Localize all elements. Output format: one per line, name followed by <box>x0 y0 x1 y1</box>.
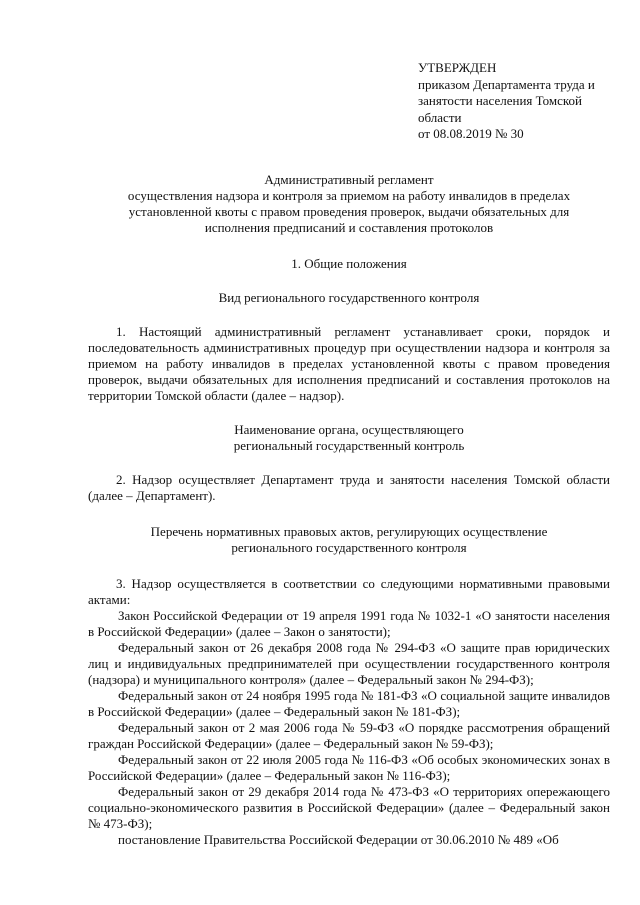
section-heading: 1. Общие положения <box>291 256 407 271</box>
approval-title: УТВЕРЖДЕН <box>418 60 497 75</box>
paragraph-3: 3. Надзор осуществляется в соответствии со следующими нормативными правовыми актами: <box>88 576 610 607</box>
legal-act-item: Федеральный закон от 2 мая 2006 года № 59-ФЗ «О порядке рассмотрения обращений граждан Российской Федерации» (далее – Федеральный закон № 59-ФЗ); <box>88 720 610 751</box>
legal-act-item: Федеральный закон от 24 ноября 1995 года № 181-ФЗ «О социальной защите инвалидов в Российской Федерации» (далее – Федеральный закон № 181-ФЗ); <box>88 688 610 719</box>
paragraph-2: 2. Надзор осуществляет Департамент труда и занятости населения Томской области (далее – Департамент). <box>88 472 610 503</box>
acts-heading-line: регионального государственного контроля <box>231 540 467 555</box>
approval-line: области <box>418 109 462 125</box>
document-body <box>88 172 610 848</box>
regulation-title: Административный регламент <box>264 172 434 187</box>
legal-act-item: Федеральный закон от 22 июля 2005 года № 116-ФЗ «Об особых экономических зонах в Российской Федерации» (далее – Федеральный закон № 116-ФЗ); <box>88 752 610 783</box>
legal-act-item: Закон Российской Федерации от 19 апреля 1991 года № 1032-1 «О занятости населения в Российской Федерации» (далее – Закон о занятости); <box>88 608 610 639</box>
approval-date-number: от 08.08.2019 № 30 <box>418 126 524 141</box>
approval-line: приказом Департамента труда и <box>418 76 595 92</box>
regulation-subtitle-line: осуществления надзора и контроля за приемом на работу инвалидов в пределах <box>127 188 571 203</box>
acts-heading-line: Перечень нормативных правовых актов, регулирующих осуществление <box>150 524 548 539</box>
org-heading-line: Наименование органа, осуществляющего <box>234 422 464 437</box>
approval-stamp <box>418 60 628 143</box>
legal-act-item: Федеральный закон от 26 декабря 2008 года № 294-ФЗ «О защите прав юридических лиц и индивидуальных предпринимателей при осуществлении государственного контроля (надзора) и муниципального контроля» (далее – Федеральный закон № 294-ФЗ); <box>88 640 610 687</box>
legal-act-item: постановление Правительства Российской Федерации от 30.06.2010 № 489 «Об <box>118 832 559 847</box>
regulation-subtitle-line: исполнения предписаний и составления протоколов <box>204 220 494 235</box>
org-heading-line: региональный государственный контроль <box>233 438 465 453</box>
section-subheading: Вид регионального государственного контроля <box>218 290 480 305</box>
legal-act-item: Федеральный закон от 29 декабря 2014 года № 473-ФЗ «О территориях опережающего социально-экономического развития в Российской Федерации» (далее – Федеральный закон № 473-ФЗ); <box>88 784 610 831</box>
regulation-subtitle-line: установленной квоты с правом проведения проверок, выдачи обязательных для <box>128 204 570 219</box>
regulation-title-block <box>88 172 610 236</box>
approval-line: занятости населения Томской <box>418 93 582 108</box>
paragraph-1: 1. Настоящий административный регламент устанавливает сроки, порядок и последовательность административных процедур при осуществлении надзора и контроля за приемом на работу инвалидов в пределах установленной квоты с правом проведения проверок, выдачи обязательных для исполнения предписаний и составления протоколов на территории Томской области (далее – надзор). <box>88 324 610 403</box>
